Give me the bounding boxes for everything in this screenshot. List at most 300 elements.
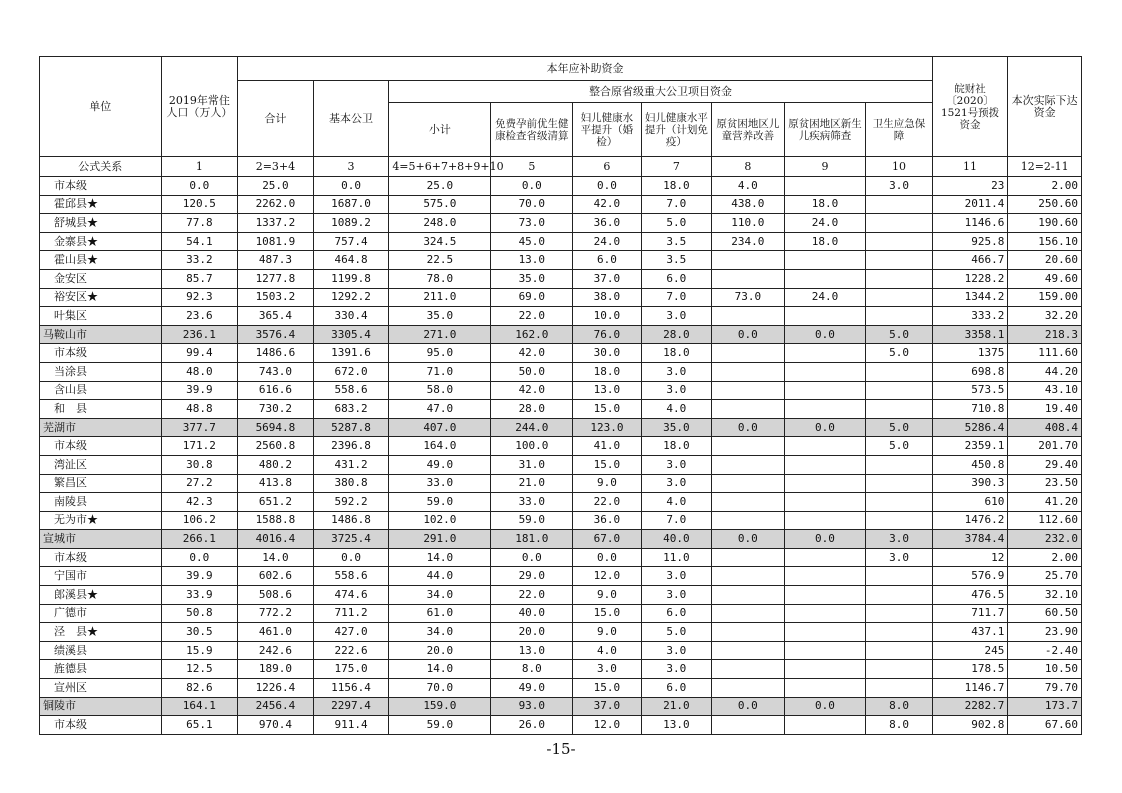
value-cell: 37.0 [573,697,641,716]
formula-cell: 6 [573,157,641,177]
value-cell [784,474,866,493]
value-cell: 39.9 [161,567,238,586]
value-cell: 1588.8 [238,511,314,530]
value-cell: 0.0 [161,548,238,567]
value-cell: 13.0 [491,641,573,660]
value-cell: 2297.4 [313,697,389,716]
value-cell [866,641,932,660]
value-cell: 162.0 [491,325,573,344]
value-cell [866,623,932,642]
value-cell [784,307,866,326]
value-cell: 211.0 [389,288,491,307]
value-cell: 59.0 [389,716,491,735]
table-row [40,548,1082,567]
unit-name: 当涂县 [40,362,162,381]
value-cell: 8.0 [866,697,932,716]
value-cell: 175.0 [313,660,389,679]
value-cell: 67.0 [573,530,641,549]
value-cell [866,679,932,698]
value-cell: 5.0 [866,344,932,363]
value-cell: 178.5 [932,660,1008,679]
value-cell: 5286.4 [932,418,1008,437]
value-cell: 1277.8 [238,269,314,288]
value-cell: 23 [932,177,1008,196]
value-cell: 111.60 [1008,344,1082,363]
value-cell: 242.6 [238,641,314,660]
value-cell: 575.0 [389,195,491,214]
value-cell: 50.0 [491,362,573,381]
value-cell [712,307,785,326]
unit-name: 市本级 [40,344,162,363]
value-cell: 24.0 [573,232,641,251]
value-cell: 5.0 [641,623,711,642]
unit-name: 绩溪县 [40,641,162,660]
value-cell: 1391.6 [313,344,389,363]
value-cell: 13.0 [573,381,641,400]
value-cell: 431.2 [313,455,389,474]
formula-cell: 7 [641,157,711,177]
value-cell: 757.4 [313,232,389,251]
unit-name: 金寨县★ [40,232,162,251]
value-cell: 39.9 [161,381,238,400]
value-cell: 79.70 [1008,679,1082,698]
value-cell: 190.60 [1008,214,1082,233]
value-cell: 67.60 [1008,716,1082,735]
value-cell: 23.90 [1008,623,1082,642]
value-cell: 15.9 [161,641,238,660]
value-cell: 25.70 [1008,567,1082,586]
value-cell: 508.6 [238,586,314,605]
value-cell: 576.9 [932,567,1008,586]
value-cell: 30.0 [573,344,641,363]
value-cell: 3.0 [641,586,711,605]
value-cell: 616.6 [238,381,314,400]
value-cell: 461.0 [238,623,314,642]
formula-label: 公式关系 [40,157,162,177]
value-cell: 3305.4 [313,325,389,344]
value-cell [866,586,932,605]
value-cell [712,716,785,735]
value-cell: 42.0 [491,381,573,400]
value-cell: 0.0 [784,530,866,549]
unit-name: 含山县 [40,381,162,400]
value-cell: 711.2 [313,604,389,623]
total-header: 合计 [238,81,314,157]
value-cell: 380.8 [313,474,389,493]
value-cell: 2011.4 [932,195,1008,214]
value-cell: 6.0 [641,679,711,698]
value-cell: 22.5 [389,251,491,270]
value-cell: 22.0 [573,493,641,512]
value-cell [866,195,932,214]
value-cell: 27.2 [161,474,238,493]
value-cell: 6.0 [573,251,641,270]
value-cell: 487.3 [238,251,314,270]
value-cell: 1146.7 [932,679,1008,698]
value-cell: 4.0 [641,400,711,419]
value-cell [784,269,866,288]
value-cell: 54.1 [161,232,238,251]
value-cell: 925.8 [932,232,1008,251]
value-cell: 1476.2 [932,511,1008,530]
value-cell: 93.0 [491,697,573,716]
value-cell [784,493,866,512]
value-cell: 49.0 [389,455,491,474]
table-row [40,623,1082,642]
table-row [40,362,1082,381]
basic-header: 基本公卫 [313,81,389,157]
value-cell: 1344.2 [932,288,1008,307]
value-cell: 408.4 [1008,418,1082,437]
table-row [40,195,1082,214]
formula-row [40,157,1082,177]
table-row [40,288,1082,307]
table-row [40,567,1082,586]
value-cell [784,604,866,623]
value-cell: 5.0 [641,214,711,233]
value-cell: 5.0 [866,325,932,344]
value-cell: 602.6 [238,567,314,586]
value-cell: 42.0 [491,344,573,363]
value-cell: 3.0 [641,307,711,326]
value-cell: 3.0 [866,177,932,196]
value-cell: 1146.6 [932,214,1008,233]
value-cell: 5.0 [866,437,932,456]
value-cell: 12.5 [161,660,238,679]
value-cell: 730.2 [238,400,314,419]
value-cell [784,400,866,419]
unit-name: 旌德县 [40,660,162,679]
value-cell [712,604,785,623]
formula-cell: 10 [866,157,932,177]
value-cell: 59.0 [389,493,491,512]
value-cell: 291.0 [389,530,491,549]
value-cell: 8.0 [491,660,573,679]
value-cell: 266.1 [161,530,238,549]
value-cell: 23.6 [161,307,238,326]
value-cell: 100.0 [491,437,573,456]
table-row [40,679,1082,698]
city-row [40,418,1082,437]
value-cell [712,381,785,400]
value-cell: 99.4 [161,344,238,363]
value-cell: 1486.6 [238,344,314,363]
value-cell: 970.4 [238,716,314,735]
value-cell [866,307,932,326]
table-row [40,716,1082,735]
value-cell [784,511,866,530]
value-cell: 25.0 [389,177,491,196]
value-cell: 14.0 [389,548,491,567]
table-row [40,604,1082,623]
value-cell: 651.2 [238,493,314,512]
value-cell: 18.0 [573,362,641,381]
value-cell: 2456.4 [238,697,314,716]
value-cell: 480.2 [238,455,314,474]
unit-name: 郎溪县★ [40,586,162,605]
value-cell: 70.0 [491,195,573,214]
value-cell: 32.20 [1008,307,1082,326]
value-cell: 35.0 [389,307,491,326]
value-cell: 1089.2 [313,214,389,233]
value-cell: 5287.8 [313,418,389,437]
value-cell [712,344,785,363]
value-cell: 29.40 [1008,455,1082,474]
value-cell: 30.5 [161,623,238,642]
value-cell: 33.9 [161,586,238,605]
value-cell: 14.0 [238,548,314,567]
value-cell [712,567,785,586]
value-cell: 21.0 [491,474,573,493]
value-cell: 390.3 [932,474,1008,493]
value-cell: 35.0 [641,418,711,437]
value-cell [784,679,866,698]
value-cell: 743.0 [238,362,314,381]
value-cell [866,251,932,270]
value-cell [784,586,866,605]
value-cell: 3576.4 [238,325,314,344]
value-cell: 3725.4 [313,530,389,549]
value-cell: 18.0 [784,232,866,251]
value-cell: 558.6 [313,567,389,586]
value-cell: 106.2 [161,511,238,530]
value-cell: 33.2 [161,251,238,270]
value-cell: 413.8 [238,474,314,493]
value-cell [866,362,932,381]
value-cell [866,604,932,623]
value-cell [866,288,932,307]
value-cell: 0.0 [712,418,785,437]
value-cell: 20.0 [491,623,573,642]
value-cell: 38.0 [573,288,641,307]
value-cell: 41.20 [1008,493,1082,512]
value-cell: 35.0 [491,269,573,288]
value-cell: 95.0 [389,344,491,363]
value-cell: 36.0 [573,511,641,530]
value-cell: 18.0 [641,177,711,196]
value-cell [866,511,932,530]
table-row [40,381,1082,400]
value-cell: 48.8 [161,400,238,419]
table-row [40,214,1082,233]
value-cell: 218.3 [1008,325,1082,344]
value-cell: 15.0 [573,679,641,698]
value-cell: 10.50 [1008,660,1082,679]
table-row [40,493,1082,512]
value-cell [866,493,932,512]
actual-funds-header: 本次实际下达资金 [1008,57,1082,157]
value-cell: 244.0 [491,418,573,437]
value-cell: 698.8 [932,362,1008,381]
formula-cell: 5 [491,157,573,177]
value-cell: 3784.4 [932,530,1008,549]
value-cell: 15.0 [573,400,641,419]
value-cell [712,362,785,381]
value-cell: 73.0 [491,214,573,233]
value-cell [784,437,866,456]
value-cell: 12.0 [573,567,641,586]
unit-name: 市本级 [40,437,162,456]
value-cell: 36.0 [573,214,641,233]
value-cell: 0.0 [712,697,785,716]
table-row [40,269,1082,288]
value-cell: 71.0 [389,362,491,381]
value-cell: 47.0 [389,400,491,419]
value-cell: 0.0 [491,548,573,567]
value-cell: 102.0 [389,511,491,530]
value-cell [784,344,866,363]
value-cell: 24.0 [784,288,866,307]
value-cell [784,567,866,586]
value-cell: 3.0 [641,362,711,381]
value-cell: 76.0 [573,325,641,344]
value-cell: 1226.4 [238,679,314,698]
value-cell: 3.0 [641,381,711,400]
value-cell: 69.0 [491,288,573,307]
value-cell: 40.0 [491,604,573,623]
value-cell: 672.0 [313,362,389,381]
table-row [40,511,1082,530]
value-cell: 26.0 [491,716,573,735]
table-row [40,251,1082,270]
value-cell [712,548,785,567]
value-cell: 45.0 [491,232,573,251]
value-cell: 710.8 [932,400,1008,419]
value-cell: 34.0 [389,586,491,605]
formula-cell: 4=5+6+7+8+9+10 [389,157,491,177]
value-cell: 236.1 [161,325,238,344]
unit-name: 宣城市 [40,530,162,549]
value-cell: 50.8 [161,604,238,623]
value-cell: 6.0 [641,269,711,288]
value-cell: 159.00 [1008,288,1082,307]
city-row [40,530,1082,549]
value-cell: 44.0 [389,567,491,586]
value-cell: 333.2 [932,307,1008,326]
unit-name: 裕安区★ [40,288,162,307]
value-cell: 65.1 [161,716,238,735]
value-cell: 189.0 [238,660,314,679]
value-cell: 0.0 [573,177,641,196]
value-cell: 3.0 [641,660,711,679]
value-cell: 324.5 [389,232,491,251]
value-cell: 1156.4 [313,679,389,698]
unit-header: 单位 [40,57,162,157]
value-cell: 10.0 [573,307,641,326]
value-cell [784,251,866,270]
table-row [40,474,1082,493]
unit-name: 金安区 [40,269,162,288]
value-cell [784,177,866,196]
value-cell: 33.0 [389,474,491,493]
advance-funds-header: 皖财社〔2020〕1521号预拨资金 [932,57,1008,157]
table-row [40,660,1082,679]
value-cell: 365.4 [238,307,314,326]
value-cell: 49.0 [491,679,573,698]
value-cell [784,362,866,381]
value-cell: 110.0 [712,214,785,233]
unit-name: 叶集区 [40,307,162,326]
unit-name: 宁国市 [40,567,162,586]
value-cell [866,381,932,400]
unit-name: 无为市★ [40,511,162,530]
value-cell [784,660,866,679]
value-cell: 450.8 [932,455,1008,474]
value-cell: 9.0 [573,586,641,605]
formula-cell: 8 [712,157,785,177]
value-cell: 427.0 [313,623,389,642]
value-cell: 21.0 [641,697,711,716]
value-cell: 902.8 [932,716,1008,735]
value-cell: 711.7 [932,604,1008,623]
value-cell: 8.0 [866,716,932,735]
table-row [40,455,1082,474]
value-cell: 70.0 [389,679,491,698]
value-cell: 250.60 [1008,195,1082,214]
value-cell: 49.60 [1008,269,1082,288]
value-cell [866,232,932,251]
value-cell: 156.10 [1008,232,1082,251]
value-cell [712,641,785,660]
value-cell: 31.0 [491,455,573,474]
value-cell [784,623,866,642]
table-row [40,177,1082,196]
value-cell: 0.0 [784,697,866,716]
value-cell [866,400,932,419]
value-cell: 2359.1 [932,437,1008,456]
value-cell: 159.0 [389,697,491,716]
value-cell: 173.7 [1008,697,1082,716]
value-cell: 7.0 [641,511,711,530]
value-cell: 9.0 [573,474,641,493]
value-cell [712,660,785,679]
value-cell [712,586,785,605]
formula-cell: 3 [313,157,389,177]
value-cell: 42.0 [573,195,641,214]
value-cell: 164.1 [161,697,238,716]
value-cell: 61.0 [389,604,491,623]
value-cell: 7.0 [641,195,711,214]
value-cell: 1687.0 [313,195,389,214]
value-cell: 476.5 [932,586,1008,605]
value-cell: 4.0 [641,493,711,512]
value-cell: 28.0 [641,325,711,344]
value-cell: 2282.7 [932,697,1008,716]
subtotal-header: 小计 [389,103,491,157]
value-cell: 3.0 [641,474,711,493]
value-cell: 3.0 [641,455,711,474]
value-cell: 82.6 [161,679,238,698]
value-cell: 1292.2 [313,288,389,307]
value-cell: 9.0 [573,623,641,642]
value-cell: 1503.2 [238,288,314,307]
value-cell: 20.60 [1008,251,1082,270]
premarital-header: 妇儿健康水平提升（婚检） [573,103,641,157]
table-row [40,437,1082,456]
table-row [40,307,1082,326]
unit-name: 南陵县 [40,493,162,512]
value-cell [866,455,932,474]
value-cell: 24.0 [784,214,866,233]
value-cell [784,716,866,735]
value-cell: 772.2 [238,604,314,623]
city-row [40,697,1082,716]
value-cell: 4.0 [573,641,641,660]
value-cell: 248.0 [389,214,491,233]
value-cell: 1199.8 [313,269,389,288]
value-cell: 181.0 [491,530,573,549]
value-cell [712,511,785,530]
